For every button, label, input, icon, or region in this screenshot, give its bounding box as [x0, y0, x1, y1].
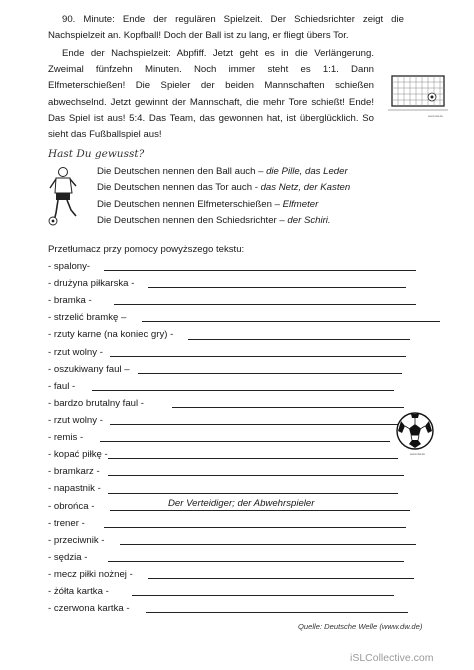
answer-line[interactable] — [110, 344, 406, 357]
vocab-row — [48, 258, 418, 275]
vocab-row — [48, 566, 418, 583]
vocab-term: - rzuty karne (na koniec gry) - — [48, 329, 174, 341]
vocab-row — [48, 480, 418, 497]
vocab-term: - rzut wolny - — [48, 346, 103, 358]
soccer-ball-icon — [395, 411, 435, 456]
vocab-term: - bramkarz - — [48, 466, 100, 478]
answer-line[interactable] — [108, 481, 398, 494]
vocab-row — [48, 429, 418, 446]
vocab-term: - przeciwnik - — [48, 534, 105, 546]
vocab-row — [48, 292, 418, 309]
svg-text:www.dw.de: www.dw.de — [428, 114, 444, 118]
vocab-term: - bardzo brutalny faul - — [48, 397, 144, 409]
vocabulary-list — [48, 258, 418, 617]
vocab-term: - oszukiwany faul – — [48, 363, 130, 375]
vocab-row — [48, 378, 418, 395]
answer-line[interactable] — [132, 583, 394, 596]
answer-line[interactable] — [100, 429, 390, 442]
source-credit: Quelle: Deutsche Welle (www.dw.de) — [298, 622, 423, 631]
vocab-row — [48, 463, 418, 480]
vocab-term: - spalony- — [48, 261, 91, 272]
vocab-row — [48, 395, 418, 412]
task-instruction: Przetłumacz przy pomocy powyższego tekstu: — [48, 244, 245, 255]
answer-line[interactable] — [114, 292, 416, 305]
vocab-term: - sędzia - — [48, 551, 88, 563]
vocab-term: - remis - — [48, 432, 84, 444]
watermark: iSLCollective.com — [350, 652, 434, 664]
hint-title: Hast Du gewusst? — [48, 148, 145, 160]
answer-line[interactable] — [92, 378, 394, 391]
goal-net-icon — [388, 70, 448, 120]
vocab-term: - faul - — [48, 380, 76, 392]
vocab-row — [48, 515, 418, 532]
vocab-row — [48, 532, 418, 549]
answer-line[interactable] — [148, 566, 414, 579]
answer-line[interactable] — [148, 275, 406, 288]
vocab-row — [48, 583, 418, 600]
fact-line: Die Deutschen nennen Elfmeterschießen – Elfmeter — [97, 198, 319, 210]
vocab-row — [48, 309, 418, 326]
paragraph-2: Ende der Nachspielzeit: Abpfiff. Jetzt geht es in die Verlängerung. Zweimal fünfzehn Minuten. Noch immer steht es 1:1. Dann Elfmeterschießen! Die Spieler der beiden Mannschaften schießen abwechselnd. Jetzt gewinnt der Mannschaft, die mehr Tore schießt! Ende! Das Spiel ist aus! 5:4. Das Team, das gewonnen hat, ist überglücklich. So sieht das Fußballspiel aus! — [48, 48, 374, 141]
vocab-term: - czerwona kartka - — [48, 603, 130, 615]
answer-line[interactable] — [146, 600, 408, 613]
vocab-term: - trener - — [48, 517, 85, 529]
vocab-term: - napastnik - — [48, 483, 101, 495]
vocab-row — [48, 549, 418, 566]
answer-line[interactable] — [104, 258, 416, 271]
fact-line: Die Deutschen nennen das Tor auch - das Netz, der Kasten — [97, 182, 351, 194]
vocab-row — [48, 412, 418, 429]
vocab-row — [48, 344, 418, 361]
vocab-term: - mecz piłki nożnej - — [48, 568, 133, 580]
svg-text:www.dw.de: www.dw.de — [410, 452, 426, 456]
vocab-row — [48, 600, 418, 617]
answer-line[interactable] — [138, 361, 402, 374]
vocab-row — [48, 361, 418, 378]
answer-line[interactable] — [108, 549, 404, 562]
vocab-row — [48, 326, 418, 343]
answer-line[interactable] — [108, 463, 404, 476]
vocab-term: - bramka - — [48, 295, 92, 307]
vocab-term: - drużyna piłkarska - — [48, 278, 135, 290]
fact-line: Die Deutschen nennen den Schiedsrichter – der Schiri. — [97, 214, 331, 226]
answer-line[interactable] — [120, 532, 416, 545]
answer-line[interactable] — [108, 446, 398, 459]
answer-line[interactable] — [110, 412, 400, 425]
answer-line[interactable] — [172, 395, 404, 408]
vocab-term: - kopać piłkę - — [48, 449, 108, 461]
vocab-term: - strzelić bramkę – — [48, 312, 127, 324]
answer-line[interactable] — [188, 327, 410, 340]
vocab-row — [48, 498, 418, 515]
vocab-term: - obrońca - — [48, 500, 95, 512]
vocab-term: - żółta kartka - — [48, 586, 109, 598]
answer-line[interactable]: Der Verteidiger; der Abwehrspieler — [110, 498, 410, 511]
fact-line: Die Deutschen nennen den Ball auch – die Pille, das Leder — [97, 166, 348, 177]
vocab-row — [48, 275, 418, 292]
facts-list — [97, 164, 350, 229]
paragraph-1: 90. Minute: Ende der regulären Spielzeit. Der Schiedsrichter zeigt die Nachspielzeit an. Kopfball! Doch der Ball ist zu lang, er fliegt übers Tor. — [48, 14, 404, 42]
football-player-icon — [46, 166, 82, 226]
answer-line[interactable] — [142, 309, 440, 322]
vocab-term: - rzut wolny - — [48, 414, 103, 426]
vocab-row — [48, 446, 418, 463]
answer-line[interactable] — [104, 515, 406, 528]
